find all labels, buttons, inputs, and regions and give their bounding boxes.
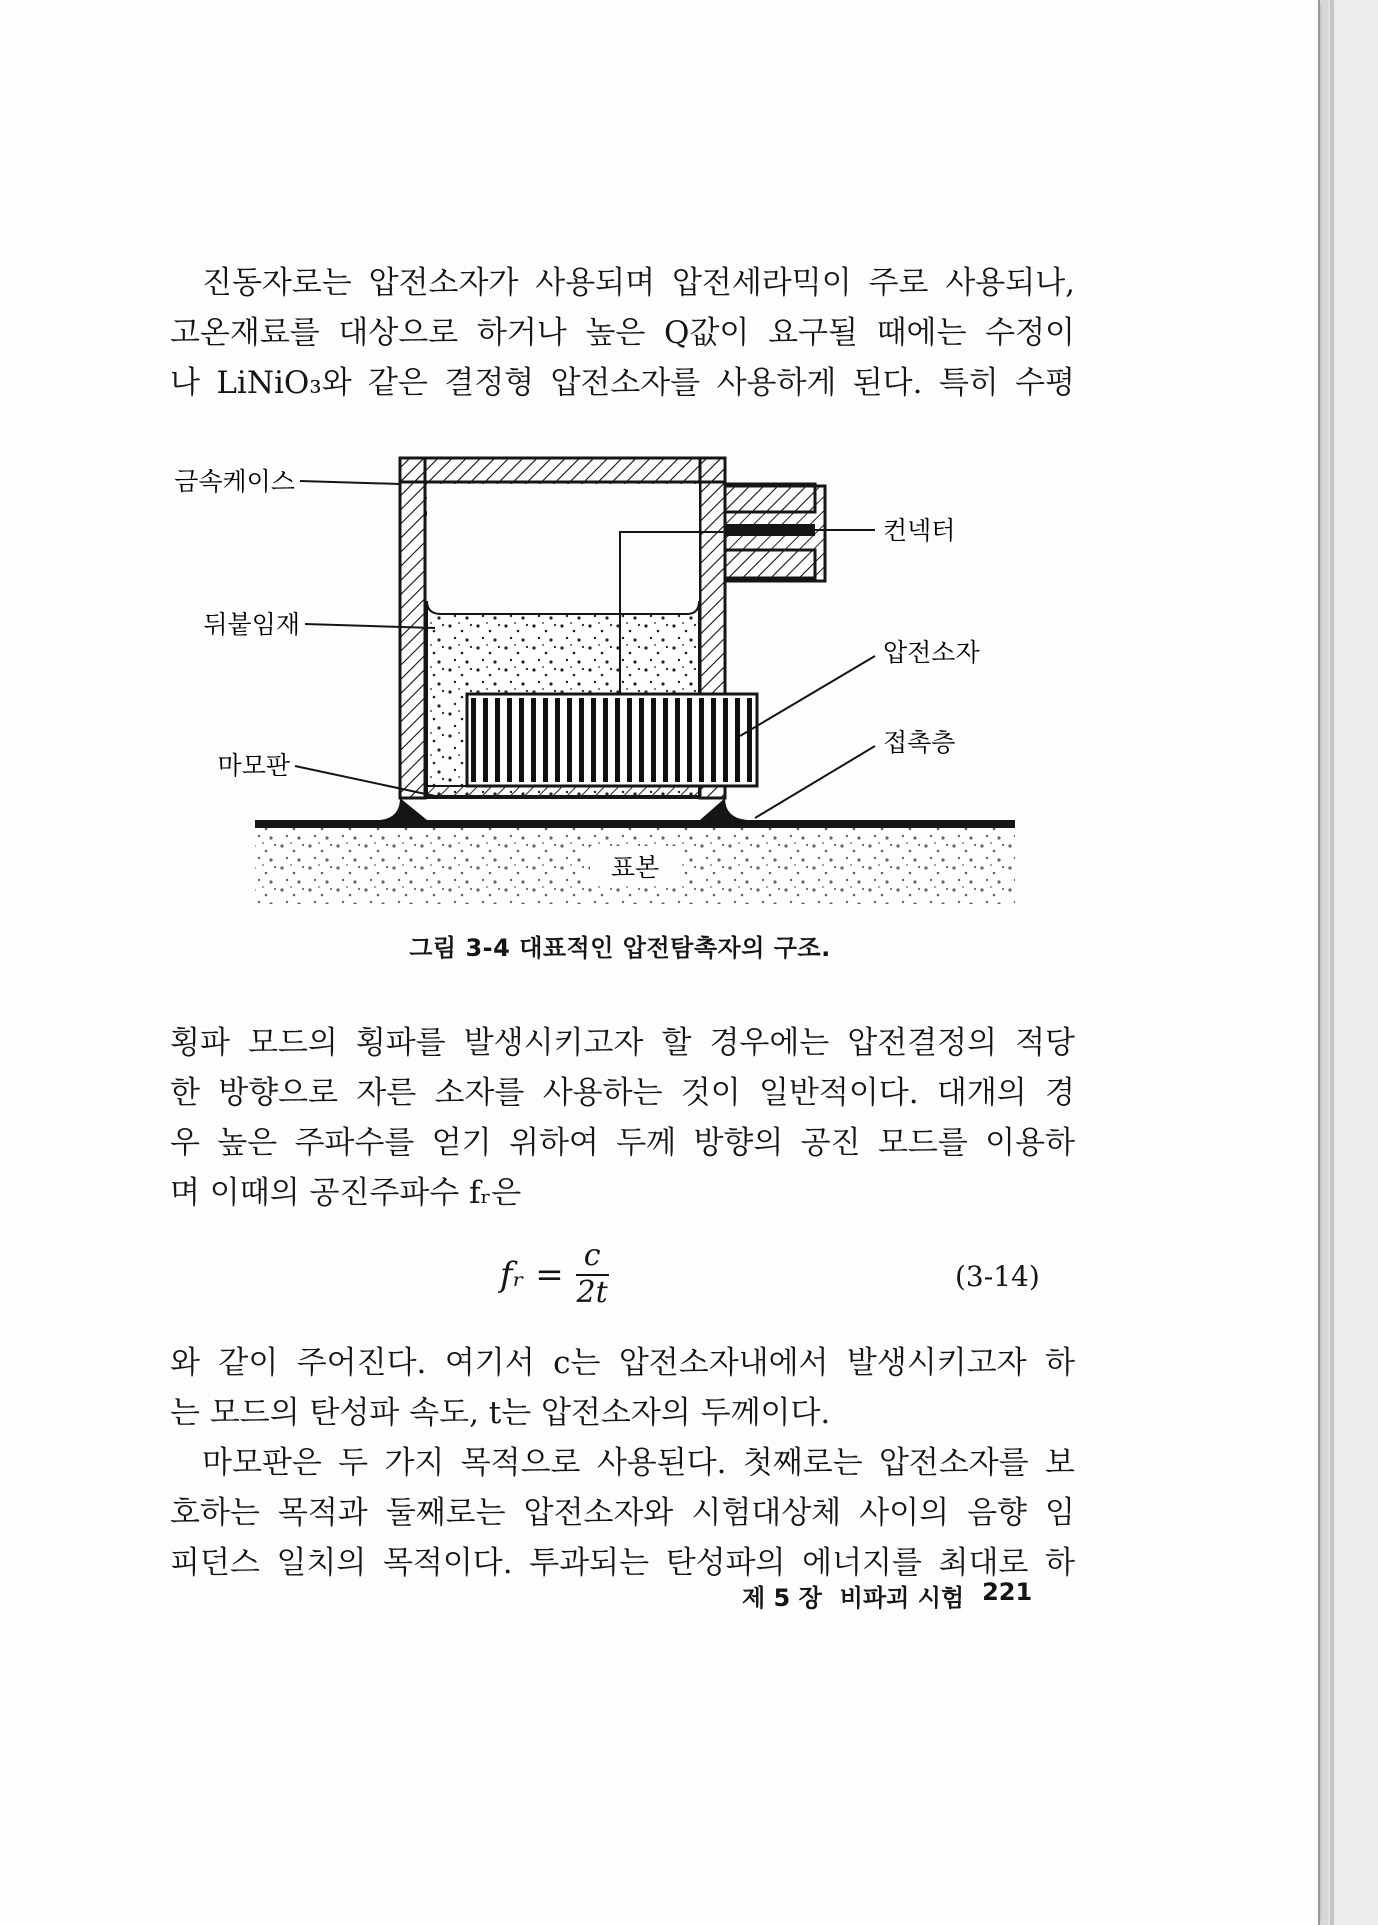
transducer-diagram (174, 446, 1075, 926)
text-line: 며 이때의 공진주파수 fᵣ은 (170, 1175, 522, 1211)
paragraph-2 (170, 1018, 1075, 1218)
wear-plate (427, 786, 699, 798)
page-edge (1322, 0, 1328, 1925)
equation (500, 1240, 609, 1310)
case-top (400, 458, 725, 482)
leader-element (740, 656, 875, 736)
footer-page-number: 221 (982, 1578, 1033, 1606)
couplant-right (700, 798, 747, 820)
equation-denominator: 2t (576, 1275, 608, 1310)
text-line: 와 같이 주어진다. 여기서 c는 압전소자내에서 발생시키고자 하 (170, 1345, 1075, 1381)
text-line: 호하는 목적과 둘째로는 압전소자와 시험대상체 사이의 음향 임 (170, 1495, 1075, 1531)
equation-number: (3-14) (955, 1260, 1040, 1293)
paragraph-3 (170, 1338, 1075, 1438)
specimen-surface (255, 820, 1015, 828)
text-line: 고온재료를 대상으로 하거나 높은 Q값이 요구될 때에는 수정이 (170, 315, 1075, 351)
figure-caption: 그림 3-4 대표적인 압전탐촉자의 구조. (409, 934, 831, 962)
connector-housing-top (725, 484, 815, 512)
label-specimen: 표본 (610, 853, 660, 882)
couplant-left (380, 798, 427, 820)
text-line: 한 방향으로 자른 소자를 사용하는 것이 일반적이다. 대개의 경 (170, 1075, 1075, 1111)
text-line: 는 모드의 탄성파 속도, t는 압전소자의 두께이다. (170, 1395, 831, 1431)
label-wear-plate: 마모판 (217, 751, 290, 780)
text-line: 우 높은 주파수를 얻기 위하여 두께 방향의 공진 모드를 이용하 (170, 1125, 1075, 1161)
page-edge-shadow (1330, 0, 1334, 1925)
equation-numerator: c (576, 1240, 609, 1276)
text-line: 진동자로는 압전소자가 사용되며 압전세라믹이 주로 사용되나, (202, 265, 1075, 301)
leader-contact (755, 746, 875, 818)
paragraph-4 (170, 1438, 1075, 1588)
text-line: 피던스 일치의 목적이다. 투과되는 탄성파의 에너지를 최대로 하 (170, 1545, 1075, 1581)
leader-case (300, 481, 400, 484)
label-contact: 접촉층 (883, 728, 956, 757)
footer-title: 비파괴 시험 (839, 1584, 965, 1612)
label-case: 금속케이스 (174, 467, 295, 496)
equation-lhs: fᵣ = (500, 1255, 564, 1295)
footer-chapter: 제 5 장 (742, 1584, 822, 1612)
text-line: 나 LiNiO₃와 같은 결정형 압전소자를 사용하게 된다. 특히 수평 (170, 365, 1075, 401)
text-line: 마모판은 두 가지 목적으로 사용된다. 첫째로는 압전소자를 보 (202, 1445, 1075, 1481)
paragraph-1 (170, 258, 1075, 408)
running-footer-block (742, 1578, 1032, 1613)
text-line: 횡파 모드의 횡파를 발생시키고자 할 경우에는 압전결정의 적당 (170, 1025, 1075, 1061)
label-element: 압전소자 (883, 638, 980, 667)
connector-housing-bottom (725, 550, 815, 578)
label-connector: 컨넥터 (883, 516, 956, 545)
label-backing: 뒤붙임재 (203, 610, 300, 639)
piezo-stripes (471, 698, 753, 782)
equation-fraction (576, 1240, 609, 1310)
